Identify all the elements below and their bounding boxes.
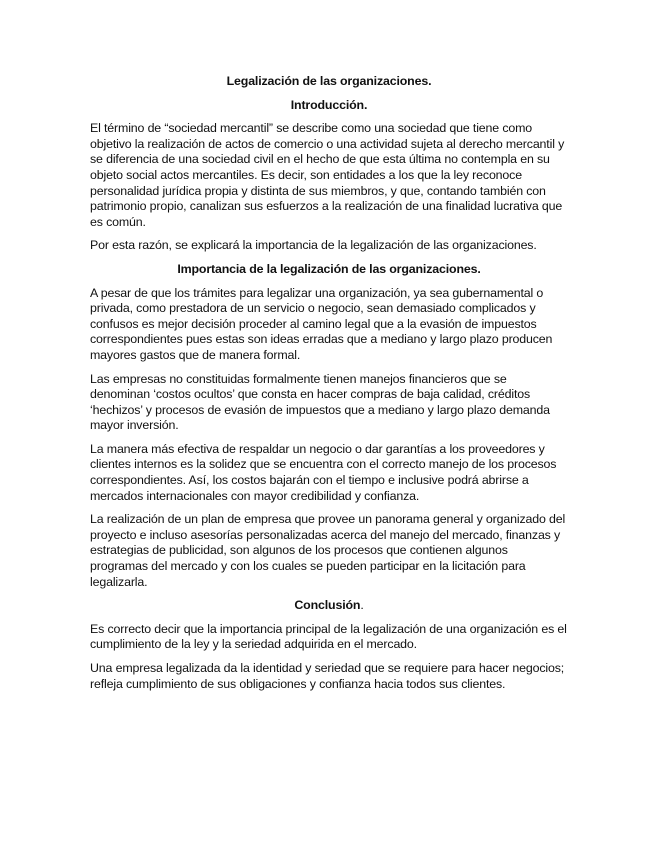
section-conclusion bbox=[90, 598, 568, 692]
paragraph: Una empresa legalizada da la identidad y seriedad que se requiere para hacer negocios; refleja cumplimiento de sus obligaciones y confianza hacia todos sus clientes. bbox=[90, 661, 565, 691]
section-introduccion bbox=[90, 98, 568, 254]
document-page bbox=[90, 74, 568, 700]
paragraph: Es correcto decir que la importancia principal de la legalización de una organización es el cumplimiento de la ley y la seriedad adquirida en el mercado. bbox=[90, 621, 567, 652]
heading-trail: . bbox=[360, 598, 364, 613]
document-title: Legalización de las organizaciones. bbox=[226, 74, 432, 88]
paragraph: La realización de un plan de empresa que provee un panorama general y organizado del proyecto e incluso asesorías personalizadas acerca del manejo del mercado, finanzas y estrategias de publicidad, son algunos de los procesos que contienen algunos programas del mercado y con los cuales se pueden participar en la licitación para legalizarla. bbox=[90, 512, 566, 589]
section-importancia bbox=[90, 262, 568, 590]
section-heading bbox=[90, 98, 568, 114]
section-heading bbox=[90, 262, 568, 278]
heading-text: Introducción. bbox=[290, 97, 368, 112]
paragraph: Las empresas no constituidas formalmente tienen manejos financieros que se denominan ‘costos ocultos’ que consta en hacer compras de baja calidad, créditos ‘hechizos’ y procesos de evasión de impuestos que a mediano y largo plazo demanda mayor inversión. bbox=[90, 371, 550, 433]
paragraph: El término de “sociedad mercantil” se describe como una sociedad que tiene como objetivo la realización de actos de comercio o una actividad sujeta al derecho mercantil y se diferencia de una sociedad civil en el hecho de que esta última no contempla en su objeto social actos mercantiles. Es decir, son entidades a los que la ley reconoce personalidad jurídica propia y distinta de sus miembros, y que, contando también con patrimonio propio, canalizan sus esfuerzos a la realización de una finalidad lucrativa que es común. bbox=[90, 121, 565, 229]
heading-text: Importancia de la legalización de las organizaciones. bbox=[177, 261, 481, 276]
paragraph: La manera más efectiva de respaldar un negocio o dar garantías a los proveedores y clientes internos es la solidez que se encuentra con el correcto manejo de los procesos correspondientes. Así, los costos bajarán con el tiempo e inclusive podrá abrirse a mercados internacionales con mayor credibilidad y confianza. bbox=[90, 441, 557, 503]
paragraph: Por esta razón, se explicará la importancia de la legalización de las organizaciones. bbox=[90, 238, 537, 253]
section-heading bbox=[90, 598, 568, 614]
heading-text: Conclusión bbox=[294, 598, 361, 613]
paragraph: A pesar de que los trámites para legalizar una organización, ya sea gubernamental o privada, como prestadora de un servicio o negocio, sean demasiado complicados y confusos es mejor decisión proceder al camino legal que a la evasión de impuestos correspondientes pues estas son ideas erradas que a mediano y largo plazo producen mayores gastos que de manera formal. bbox=[90, 285, 553, 362]
